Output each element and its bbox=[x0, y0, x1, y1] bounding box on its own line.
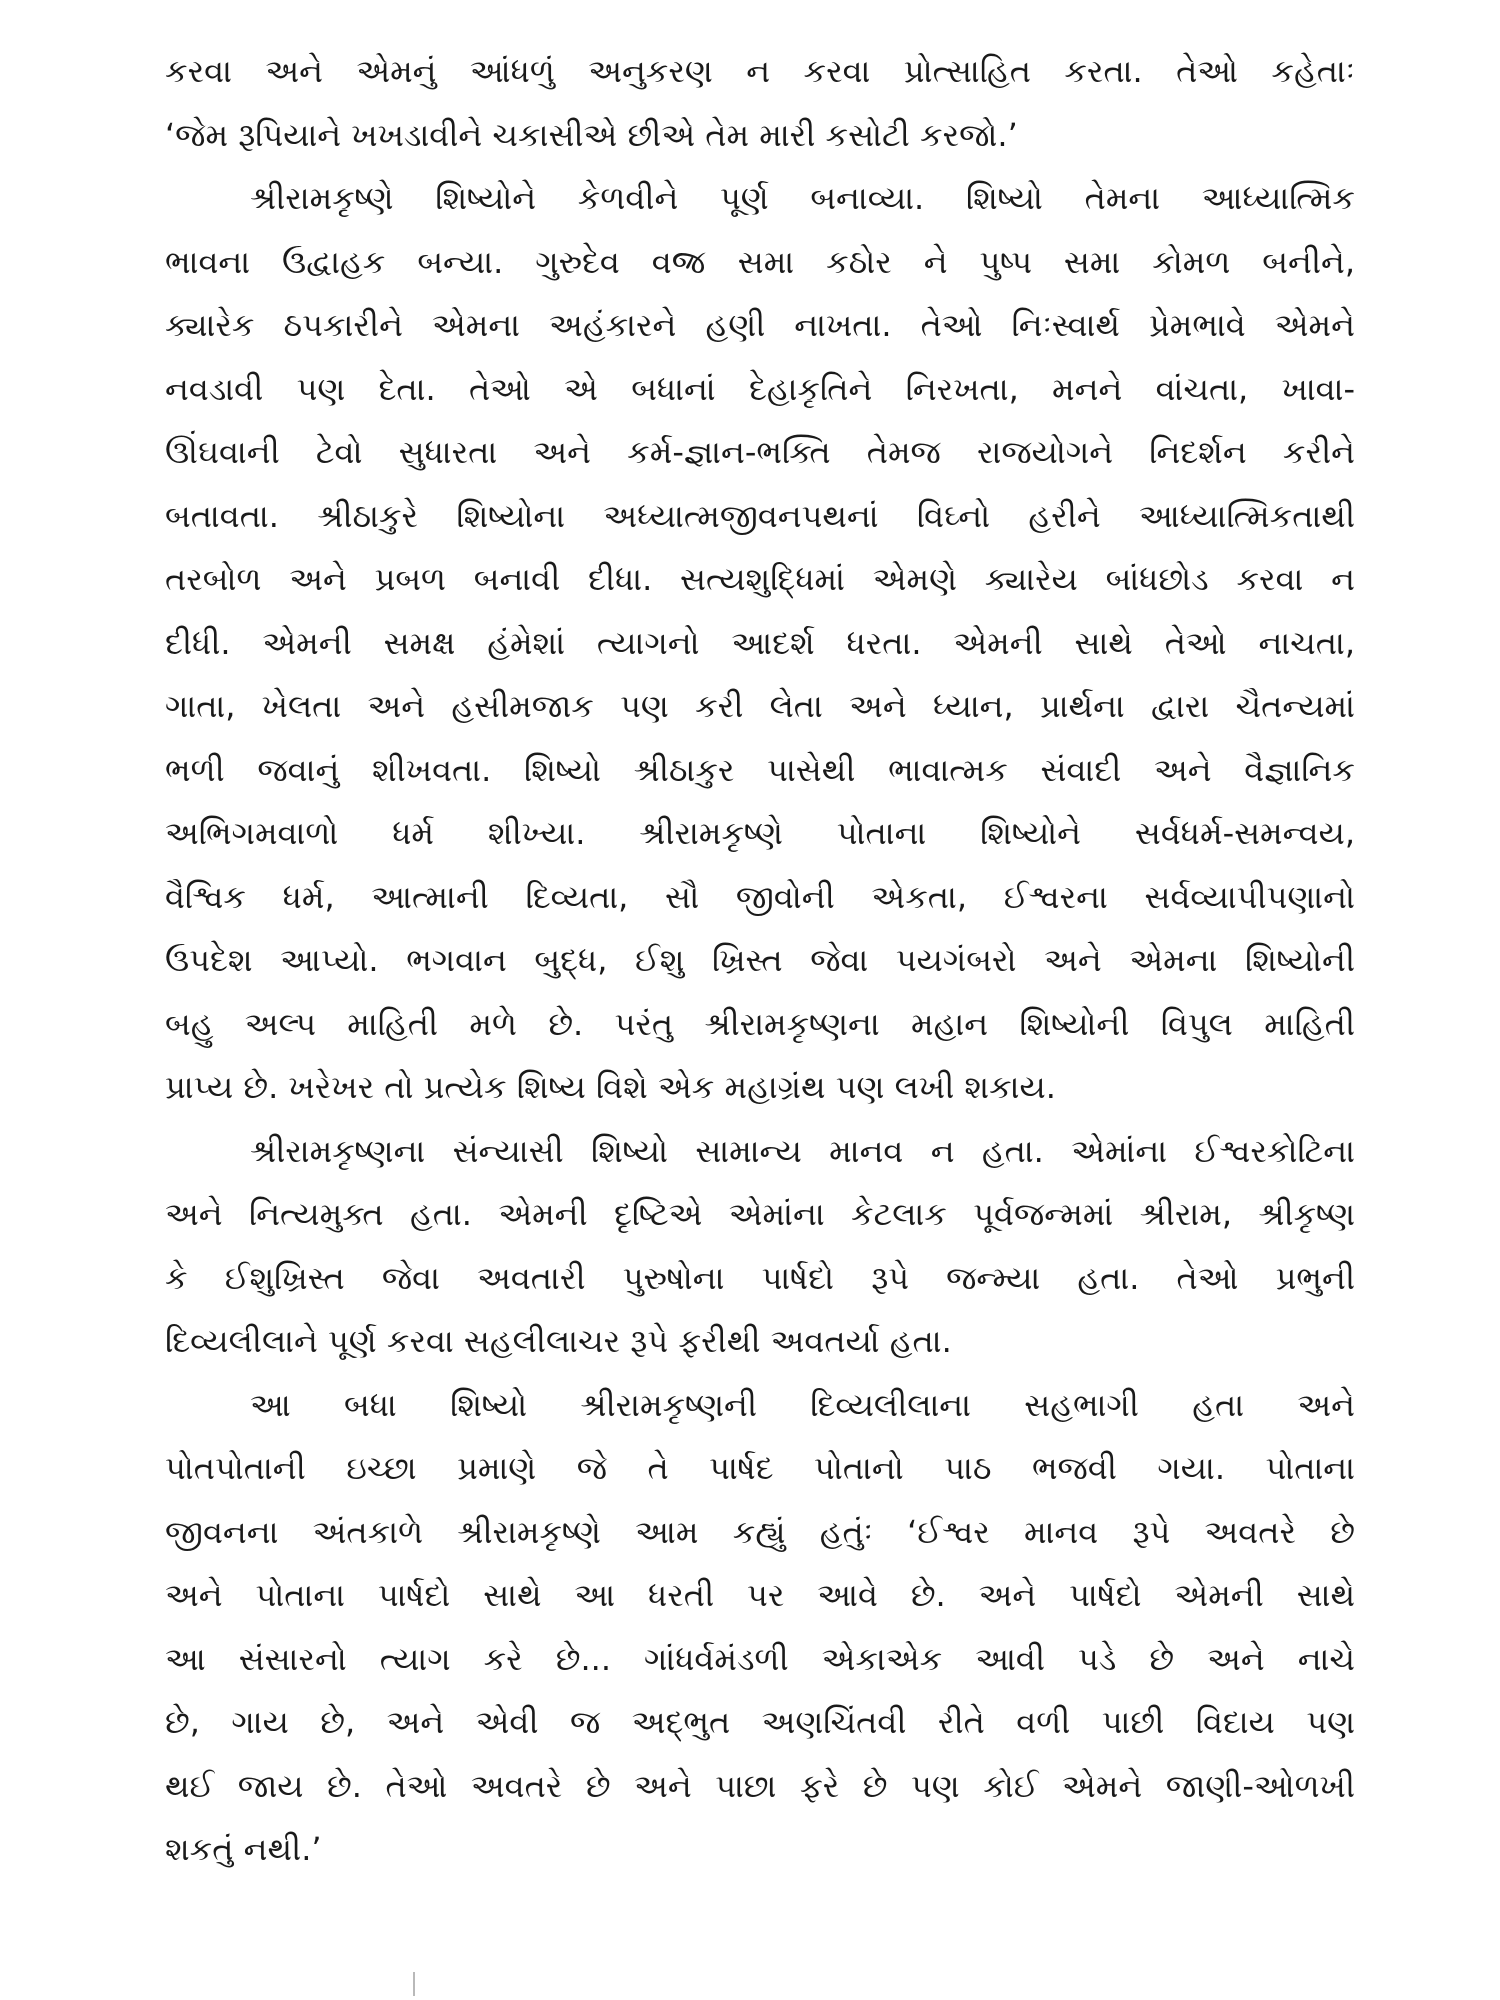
text-line: પ્રાપ્ય છે. ખરેખર તો પ્રત્યેક શિષ્ય વિશે એક મહાગ્રંથ પણ લખી શકાય. bbox=[165, 1068, 1056, 1106]
text-line: તરબોળ અને પ્રબળ બનાવી દીધા. સત્યશુદ્ધિમાં એમણે ક્યારેય બાંધછોડ કરવા ન bbox=[165, 560, 1355, 598]
text-line: ભળી જવાનું શીખવતા. શિષ્યો શ્રીઠાકુર પાસેથી ભાવાત્મક સંવાદી અને વૈજ્ઞાનિક bbox=[165, 750, 1355, 789]
text-line: ‘જેમ રૂપિયાને ખખડાવીને ચકાસીએ છીએ તેમ મારી કસોટી કરજો.’ bbox=[165, 115, 1018, 154]
text-line: જીવનના અંતકાળે શ્રીરામકૃષ્ણે આમ કહ્યું હતુંઃ ‘ઈશ્વર માનવ રૂપે અવતરે છે bbox=[165, 1512, 1355, 1551]
paragraph-1 bbox=[165, 40, 1355, 167]
text-line: ગાતા, ખેલતા અને હસીમજાક પણ કરી લેતા અને ધ્યાન, પ્રાર્થના દ્વારા ચૈતન્યમાં bbox=[165, 687, 1355, 725]
text-line: દિવ્યલીલાને પૂર્ણ કરવા સહલીલાચર રૂપે ફરીથી અવતર્યા હતા. bbox=[165, 1322, 952, 1360]
text-line: ઉપદેશ આપ્યો. ભગવાન બુદ્ધ, ઈશુ ખ્રિસ્ત જેવા પયગંબરો અને એમના શિષ્યોની bbox=[165, 941, 1355, 979]
text-line: આ સંસારનો ત્યાગ કરે છે... ગાંધર્વમંડળી એકાએક આવી પડે છે અને નાચે bbox=[165, 1639, 1355, 1678]
text-line: કરવા અને એમનું આંધળું અનુકરણ ન કરવા પ્રોત્સાહિત કરતા. તેઓ કહેતાઃ bbox=[165, 52, 1355, 90]
text-line: શકતું નથી.’ bbox=[165, 1830, 322, 1868]
text-line: અને પોતાના પાર્ષદો સાથે આ ધરતી પર આવે છે. અને પાર્ષદો એમની સાથે bbox=[165, 1576, 1355, 1614]
scan-mark bbox=[413, 1972, 415, 1996]
text-line: બહુ અલ્પ માહિતી મળે છે. પરંતુ શ્રીરામકૃષ્ણના મહાન શિષ્યોની વિપુલ માહિતી bbox=[165, 1004, 1355, 1043]
text-line: દીધી. એમની સમક્ષ હંમેશાં ત્યાગનો આદર્શ ધરતા. એમની સાથે તેઓ નાચતા, bbox=[165, 623, 1355, 662]
text-line: વૈશ્વિક ધર્મ, આત્માની દિવ્યતા, સૌ જીવોની એકતા, ઈશ્વરના સર્વવ્યાપીપણાનો bbox=[165, 877, 1355, 916]
text-line: ભાવના ઉદ્વાહક બન્યા. ગુરુદેવ વજ્ર સમા કઠોર ને પુષ્પ સમા કોમળ બનીને, bbox=[165, 242, 1355, 281]
text-line: ઊંઘવાની ટેવો સુધારતા અને કર્મ-જ્ઞાન-ભક્તિ તેમજ રાજયોગને નિદર્શન કરીને bbox=[165, 433, 1355, 471]
text-line: આ બધા શિષ્યો શ્રીરામકૃષ્ણની દિવ્યલીલાના સહભાગી હતા અને bbox=[250, 1385, 1355, 1424]
text-line: નવડાવી પણ દેતા. તેઓ એ બધાનાં દેહાકૃતિને નિરખતા, મનને વાંચતા, ખાવા- bbox=[165, 369, 1355, 408]
paragraph-4 bbox=[165, 1374, 1355, 1882]
text-line: શ્રીરામકૃષ્ણના સંન્યાસી શિષ્યો સામાન્ય માનવ ન હતા. એમાંના ઈશ્વરકોટિના bbox=[250, 1131, 1355, 1170]
paragraph-3 bbox=[165, 1120, 1355, 1374]
text-line: ક્યારેક ઠપકારીને એમના અહંકારને હણી નાખતા. તેઓ નિઃસ્વાર્થ પ્રેમભાવે એમને bbox=[165, 306, 1355, 344]
text-line: છે, ગાય છે, અને એવી જ અદ્ભુત અણચિંતવી રીતે વળી પાછી વિદાય પણ bbox=[165, 1703, 1355, 1741]
text-line: બતાવતા. શ્રીઠાકુરે શિષ્યોના અધ્યાત્મજીવનપથનાં વિઘ્નો હરીને આધ્યાત્મિકતાથી bbox=[165, 496, 1355, 535]
text-line: કે ઈશુખ્રિસ્ત જેવા અવતારી પુરુષોના પાર્ષદો રૂપે જન્મ્યા હતા. તેઓ પ્રભુની bbox=[165, 1258, 1355, 1297]
paragraph-2 bbox=[165, 167, 1355, 1120]
text-line: થઈ જાય છે. તેઓ અવતરે છે અને પાછા ફરે છે પણ કોઈ એમને જાણી-ઓળખી bbox=[165, 1766, 1355, 1805]
text-line: અને નિત્યમુક્ત હતા. એમની દૃષ્ટિએ એમાંના કેટલાક પૂર્વજન્મમાં શ્રીરામ, શ્રીકૃષ્ણ bbox=[165, 1195, 1355, 1233]
text-line: અભિગમવાળો ધર્મ શીખ્યા. શ્રીરામકૃષ્ણે પોતાના શિષ્યોને સર્વધર્મ-સમન્વય, bbox=[165, 814, 1355, 852]
body-text bbox=[165, 40, 1355, 1882]
text-line: શ્રીરામકૃષ્ણે શિષ્યોને કેળવીને પૂર્ણ બનાવ્યા. શિષ્યો તેમના આધ્યાત્મિક bbox=[250, 179, 1355, 217]
text-line: પોતપોતાની ઇચ્છા પ્રમાણે જે તે પાર્ષદ પોતાનો પાઠ ભજવી ગયા. પોતાના bbox=[165, 1449, 1355, 1487]
